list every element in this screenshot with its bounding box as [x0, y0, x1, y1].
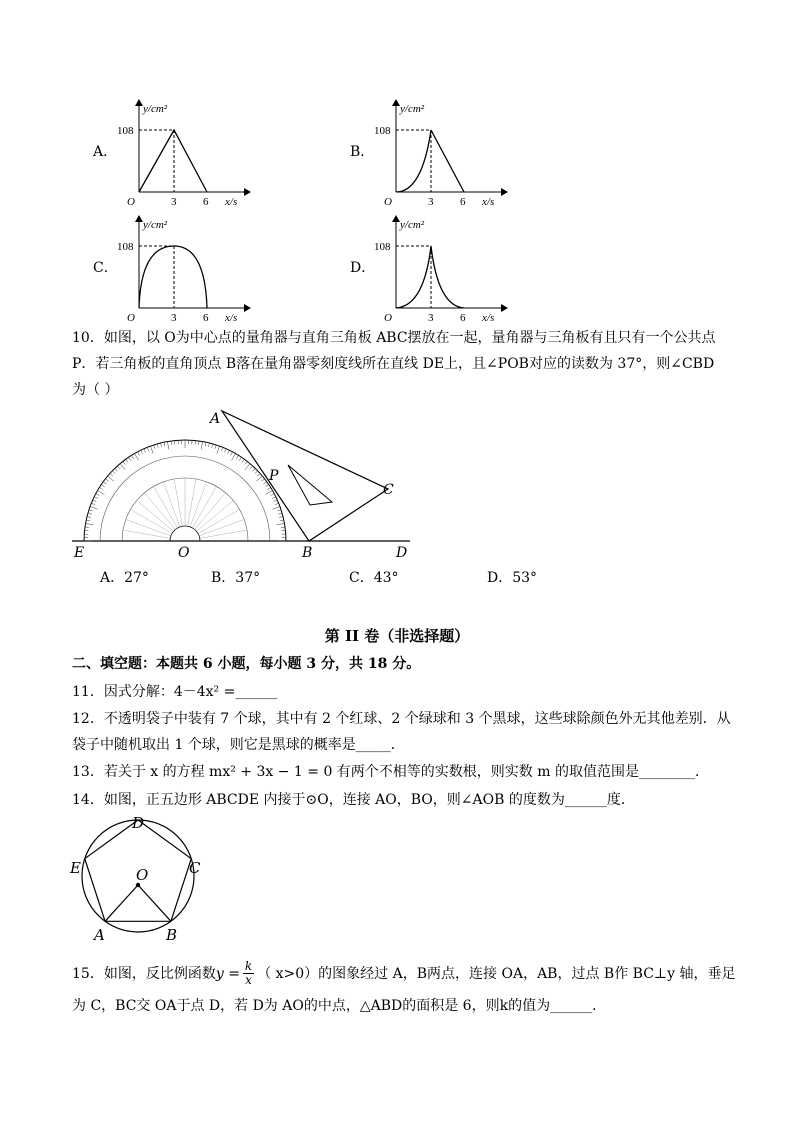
svg-text:6: 6	[460, 196, 466, 208]
axis-x-label: x/s	[225, 196, 238, 208]
q12-line1: 12．不透明袋子中装有 7 个球，其中有 2 个红球、2 个绿球和 3 个黑球，这些球除颜色外无其他差别．从	[72, 711, 731, 727]
pent-c-label: C	[189, 859, 201, 877]
svg-text:108: 108	[117, 241, 134, 253]
q10-option-b: B．37°	[211, 570, 261, 586]
pent-e-label: E	[70, 859, 81, 877]
protractor-triangle-figure	[70, 405, 415, 565]
x-tick-6: 6	[203, 196, 209, 208]
point-e-label: E	[74, 545, 85, 561]
y-value: 108	[117, 125, 134, 137]
pent-b-label: B	[166, 926, 178, 944]
q15-line2: 为 C，BC交 OA于点 D，若 D为 AO的中点，△ABD的面积是 6，则k的值为______．	[72, 998, 607, 1014]
graph-d	[362, 208, 512, 326]
axis-y-label: y/cm²	[143, 103, 168, 115]
q10-line3: 为（ ）	[72, 382, 119, 398]
svg-text:x/s: x/s	[482, 196, 495, 208]
svg-text:6: 6	[460, 312, 466, 324]
point-p-label: P	[269, 468, 279, 484]
svg-text:x/s: x/s	[482, 312, 495, 324]
svg-text:O: O	[127, 312, 135, 324]
q12-line2: 袋子中随机取出 1 个球，则它是黑球的概率是_____．	[72, 737, 405, 753]
x-tick-3: 3	[171, 196, 177, 208]
q10-line2: P．若三角板的直角顶点 B落在量角器零刻度线所在直线 DE上，且∠POB对应的读数为 37°，则∠CBD	[72, 356, 715, 372]
pent-o-label: O	[136, 866, 149, 884]
svg-text:y/cm²: y/cm²	[143, 219, 168, 231]
graph-c	[105, 208, 255, 326]
svg-text:6: 6	[203, 312, 209, 324]
q13: 13．若关于 x 的方程 mx² + 3x − 1 = 0 有两个不相等的实数根，则实数 m 的取值范围是________．	[72, 764, 709, 780]
q10-option-c: C．43°	[349, 570, 399, 586]
option-b-label: B．	[350, 144, 375, 160]
svg-text:108: 108	[374, 125, 391, 137]
svg-text:y/cm²: y/cm²	[400, 219, 425, 231]
q10-line1: 10．如图，以 O为中心点的量角器与直角三角板 ABC摆放在一起，量角器与三角板有且只有一个公共点	[72, 330, 716, 346]
q10-option-a: A．27°	[100, 570, 149, 586]
svg-text:108: 108	[374, 241, 391, 253]
svg-text:3: 3	[428, 312, 434, 324]
svg-text:O: O	[384, 196, 392, 208]
pentagon-figure	[68, 812, 213, 944]
graph-a	[105, 92, 255, 210]
graph-b	[362, 92, 512, 210]
point-b-label: B	[302, 545, 313, 561]
pent-a-label: A	[94, 926, 105, 944]
svg-text:O: O	[384, 312, 392, 324]
option-d-label: D．	[350, 260, 376, 276]
origin-label: O	[127, 196, 135, 208]
section-heading: 二、填空题：本题共 6 小题，每小题 3 分，共 18 分。	[72, 656, 421, 672]
point-a-label: A	[210, 411, 221, 427]
part2-title: 第 II 卷（非选择题）	[324, 627, 470, 645]
svg-text:3: 3	[171, 312, 177, 324]
q10-option-d: D．53°	[487, 570, 538, 586]
svg-text:3: 3	[428, 196, 434, 208]
point-d-label: D	[396, 545, 408, 561]
svg-text:y/cm²: y/cm²	[400, 103, 425, 115]
point-o-label: O	[178, 545, 190, 561]
option-a-label: A．	[93, 144, 118, 160]
q14: 14．如图，正五边形 ABCDE 内接于⊙O，连接 AO，BO，则∠AOB 的度数为______度．	[72, 792, 635, 808]
q11: 11．因式分解：4－4x² =______	[72, 684, 278, 700]
option-c-label: C．	[93, 260, 118, 276]
point-c-label: C	[383, 482, 394, 498]
pent-d-label: D	[132, 814, 145, 832]
svg-text:x/s: x/s	[225, 312, 238, 324]
q15-line1: 15．如图，反比例函数 y = $\frac{k}{x}$ （ x>0）的图象经过 A，B两点，连接 OA，AB，过点 B作 BC⊥y 轴，垂足	[72, 959, 736, 987]
